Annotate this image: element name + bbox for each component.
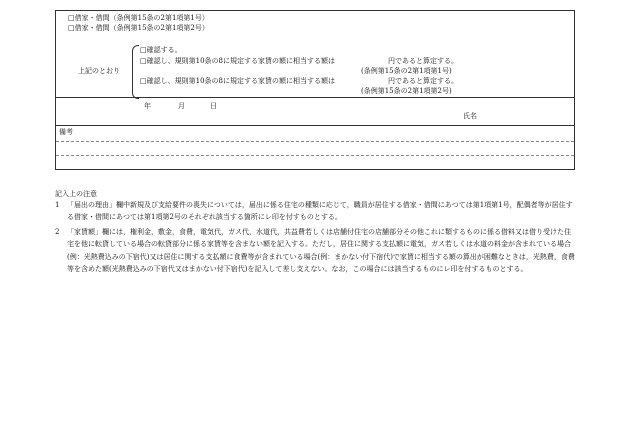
brace-bracket	[132, 45, 139, 99]
date-year-label: 年	[144, 102, 151, 110]
date-month-label: 月	[178, 102, 185, 110]
notes-title: 記入上の注意	[55, 190, 97, 198]
option-calc-1[interactable]: □確認し、規則第10条の8に規定する家賃の額に相当する額は	[140, 57, 335, 65]
divider-date	[56, 97, 574, 98]
note-text: 「届出の理由」欄中新規及び支給要件の喪失については，届出に係る住宅の種類に応じて，職員が居住する借家・借間にあつては第1項第1号，配偶者等が居住する借家・借間にあつては第1項第2号のそれぞれ該当する箇所にレ印を付すものとする。	[67, 201, 573, 222]
divider-remarks	[56, 125, 574, 126]
option-rent-self[interactable]: □借家・借間（条例第15条の2第1項第1号）	[68, 14, 209, 22]
confirmation-box	[55, 10, 575, 170]
calc-1-reference: (条例第15条の2第1項第1号)	[361, 67, 452, 75]
note-item-2	[55, 226, 575, 276]
note-number: 2	[55, 228, 60, 236]
note-number: 1	[55, 201, 60, 209]
name-label: 氏名	[463, 112, 477, 120]
calc-2-suffix: 円であると算定する。	[388, 77, 458, 85]
option-calc-2[interactable]: □確認し、規則第10条の8に規定する家賃の額に相当する額は	[140, 77, 335, 85]
option-rent-spouse[interactable]: □借家・借間（条例第15条の2第1項第2号）	[68, 24, 209, 32]
option-confirm[interactable]: □確認する。	[140, 46, 182, 54]
note-item-1	[55, 199, 575, 224]
calc-1-suffix: 円であると算定する。	[388, 57, 458, 65]
remarks-line-2	[56, 155, 574, 156]
remarks-label: 備考	[59, 128, 73, 136]
calc-2-reference: (条例第15条の2第1項第2号)	[361, 87, 452, 95]
note-text: 「家賃額」欄には，権利金，敷金，食費，電気代，ガス代，水道代，共益費若しくは店舗付住宅の店舗部分その他これに類するものに係る借料又は借り受けた住宅を他に転貸している場合の転貸部分に係る家賃等を含まない額を記入する。ただし，居住に関する支払額に電気，ガス若しくは水道の料金が含まれている場合(例：光熱費込みの下宿代)又は居住に関する支払額に食費等が含まれている場合(例：まかない付下宿代)で家賃に相当する額の算出が困難なときは，光熱費，食費等を含めた額(光熱費込みの下宿代又はまかない付下宿代)を記入して差し支えない。なお，この場合には該当するものにレ印を付するものとする。	[67, 228, 575, 274]
as-above-label: 上記のとおり	[78, 67, 120, 75]
date-day-label: 日	[210, 102, 217, 110]
remarks-line-1	[56, 141, 574, 142]
